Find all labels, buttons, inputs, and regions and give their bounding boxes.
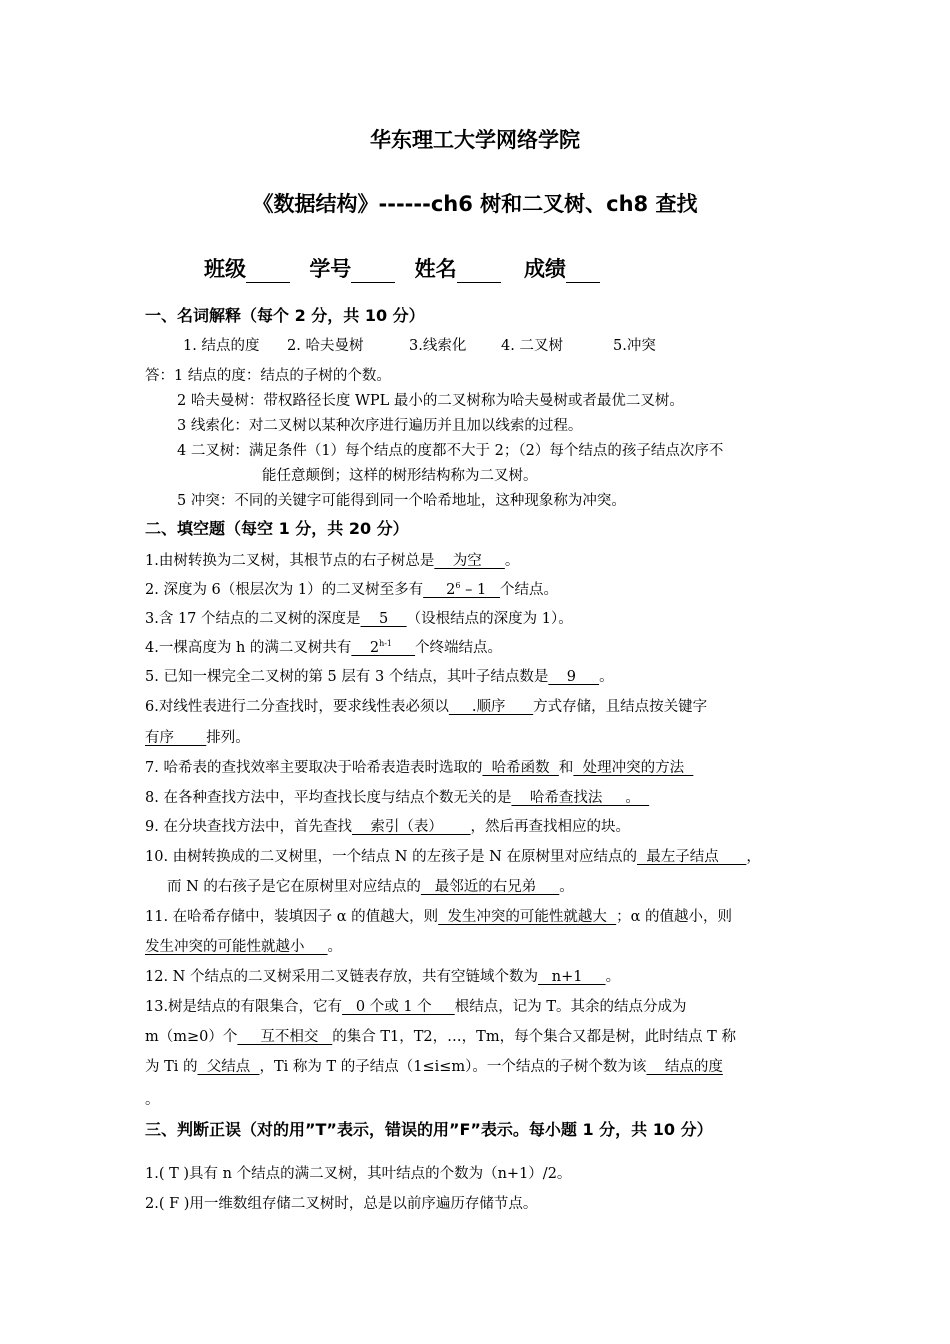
answer-blank: 为空 xyxy=(434,553,505,569)
section3-title: 三、判断正误（对的用”T”表示，错误的用”F”表示。每小题 1 分，共 10 分） xyxy=(145,1120,713,1139)
answer-blank: 有序 xyxy=(145,730,207,746)
fill-question-8: 8. 在各种查找方法中，平均查找长度与结点个数无关的是 哈希查找法 。 xyxy=(145,790,650,806)
fill-question-6b: 有序 排列。 xyxy=(145,730,250,746)
fill-question-10b: 而 N 的右孩子是它在原树里对应结点的 最邻近的右兄弟 。 xyxy=(167,879,574,895)
student-id-blank xyxy=(351,260,395,283)
fill-question-6a: 6.对线性表进行二分查找时，要求线性表必须以 .顺序 方式存储，且结点按关键字 xyxy=(145,699,708,715)
answer-blank: 发生冲突的可能性就越大 xyxy=(438,909,617,925)
answer-blank: $2^6 - 1$ xyxy=(423,581,501,598)
fill-question-3: 3.含 17 个结点的二叉树的深度是 5 （设根结点的深度为 1）。 xyxy=(145,611,573,627)
class-blank xyxy=(246,260,290,283)
answer-blank: 0 个或 1 个 xyxy=(342,999,455,1015)
fill-question-4: 4.一棵高度为 h 的满二叉树共有 2$^{h-1}$ 个终端结点。 xyxy=(145,639,503,656)
answer-blank: 哈希函数 xyxy=(482,760,559,776)
section2-title: 二、填空题（每空 1 分，共 20 分） xyxy=(145,519,409,538)
fill-question-11a: 11. 在哈希存储中，装填因子 α 的值越大，则 发生冲突的可能性就越大 ；α 的值越小，则 xyxy=(145,909,733,925)
class-label: 班级 xyxy=(204,257,246,281)
course-title: 《数据结构》------ch6 树和二叉树、ch8 查找 xyxy=(252,192,698,216)
answer-blank: 处理冲突的方法 xyxy=(573,760,694,776)
score-blank xyxy=(566,260,600,283)
answer-blank: 结点的度 xyxy=(646,1059,723,1075)
fill-question-1: 1.由树转换为二叉树，其根节点的右子树总是 为空 。 xyxy=(145,553,520,569)
term-item: 2. 哈夫曼树 xyxy=(287,338,364,354)
answer-line: 5 冲突：不同的关键字可能得到同一个哈希地址，这种现象称为冲突。 xyxy=(177,493,626,509)
answer-blank: .顺序 xyxy=(448,699,534,715)
section1-title: 一、名词解释（每个 2 分，共 10 分） xyxy=(145,306,425,325)
fill-question-13d: 。 xyxy=(145,1092,160,1108)
fill-question-5: 5. 已知一棵完全二叉树的第 5 层有 3 个结点，其叶子结点数是 9 。 xyxy=(145,669,614,685)
fill-question-10a: 10. 由树转换成的二叉树里，一个结点 N 的左孩子是 N 在原树里对应结点的 最左子结点 ， xyxy=(145,849,761,865)
answer-blank: 5 xyxy=(360,611,407,627)
fill-question-7: 7. 哈希表的查找效率主要取决于哈希表造表时选取的 哈希函数 和 处理冲突的方法 xyxy=(145,760,694,776)
answer-blank: 索引（表） xyxy=(351,819,471,835)
answer-blank: 最左子结点 xyxy=(636,849,747,865)
judge-item: 1.( T )具有 n 个结点的满二叉树，其叶结点的个数为（n+1）/2。 xyxy=(145,1166,572,1182)
answer-line: 4 二叉树：满足条件（1）每个结点的度都不大于 2；（2）每个结点的孩子结点次序不 xyxy=(177,443,724,459)
answer-line: 3 线索化：对二叉树以某种次序进行遍历并且加以线索的过程。 xyxy=(177,418,583,434)
fill-question-12: 12. N 个结点的二叉树采用二叉链表存放，共有空链域个数为 n+1 。 xyxy=(145,969,621,985)
answer-blank: 发生冲突的可能性就越小 xyxy=(145,939,328,955)
answer-line: 答：1 结点的度：结点的子树的个数。 xyxy=(145,368,391,384)
fill-question-13a: 13.树是结点的有限集合，它有 0 个或 1 个 根结点，记为 T。其余的结点分成为 xyxy=(145,999,687,1015)
answer-line: 能任意颠倒；这样的树形结构称为二叉树。 xyxy=(262,468,538,484)
answer-blank: 最邻近的右兄弟 xyxy=(420,879,560,895)
name-blank xyxy=(457,260,501,283)
student-id-label: 学号 xyxy=(309,257,352,281)
fill-question-2: 2. 深度为 6（根层次为 1）的二叉树至多有 $2^6 - 1$ 个结点。 xyxy=(145,581,559,598)
term-item: 4. 二叉树 xyxy=(501,338,563,354)
answer-blank: 哈希查找法 。 xyxy=(511,790,650,806)
name-label: 姓名 xyxy=(414,257,457,281)
score-label: 成绩 xyxy=(523,257,566,281)
term-item: 1. 结点的度 xyxy=(183,338,260,354)
answer-blank: 2$^{h-1}$ xyxy=(351,639,393,656)
fill-question-13b: m（m≥0）个 互不相交 的集合 T1，T2，…，Tm，每个集合又都是树，此时结点 T 称 xyxy=(145,1029,736,1045)
answer-blank: 9 xyxy=(548,669,600,685)
judge-item: 2.( F )用一维数组存储二叉树时，总是以前序遍历存储节点。 xyxy=(145,1196,538,1212)
school-title: 华东理工大学网络学院 xyxy=(370,128,580,152)
fill-question-13c: 为 Ti 的 父结点 ，Ti 称为 T 的子结点（1≤i≤m）。一个结点的子树个数为该 结点的度 xyxy=(145,1059,723,1075)
answer-blank: 父结点 xyxy=(197,1059,260,1075)
term-item: 3.线索化 xyxy=(409,338,467,354)
student-info-row xyxy=(204,253,612,283)
fill-question-11b: 发生冲突的可能性就越小 。 xyxy=(145,939,343,955)
answer-line: 2 哈夫曼树：带权路径长度 WPL 最小的二叉树称为哈夫曼树或者最优二叉树。 xyxy=(177,393,684,409)
term-item: 5.冲突 xyxy=(613,338,656,354)
fill-question-9: 9. 在分块查找方法中，首先查找 索引（表） ，然后再查找相应的块。 xyxy=(145,819,631,835)
answer-blank: 互不相交 xyxy=(237,1029,333,1045)
answer-blank: n+1 xyxy=(537,969,606,985)
term-list xyxy=(183,336,848,356)
